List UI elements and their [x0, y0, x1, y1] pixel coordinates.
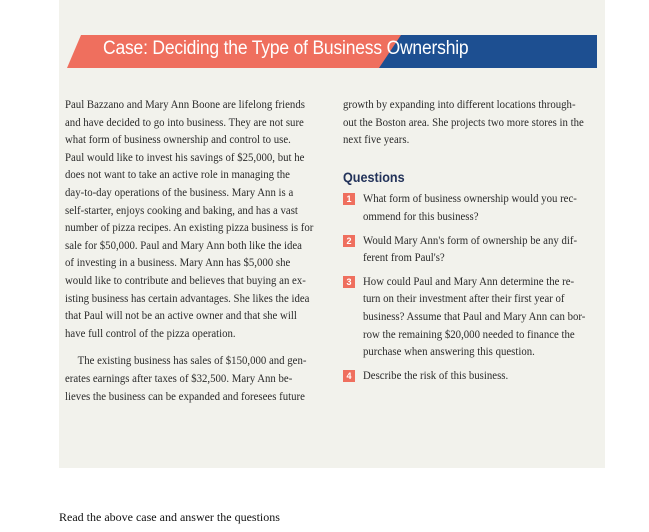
text-line: The existing business has sales of $150,000 and gen-	[77, 353, 307, 368]
question-number-badge: 1	[343, 193, 355, 205]
text-line: growth by expanding into different locations through-	[343, 97, 576, 111]
text-line: Paul Bazzano and Mary Ann Boone are lifelong friends	[65, 97, 305, 111]
question-number-badge: 2	[343, 235, 355, 247]
text-line: isting business has certain advantages. She likes the idea	[65, 290, 310, 305]
case-body-right	[343, 96, 599, 390]
text-line: lieves the business can be expanded and foresees future	[65, 388, 305, 403]
question-text-line: Describe the risk of this business.	[363, 367, 509, 382]
question-text-line: What form of business ownership would you rec-	[363, 191, 577, 206]
text-line: number of pizza recipes. An existing pizza business is for	[65, 220, 314, 235]
instruction-text: Read the above case and answer the questions	[59, 510, 280, 524]
text-line: next five years.	[343, 132, 410, 147]
case-card	[59, 0, 605, 468]
question-text-line: purchase when answering this question.	[363, 344, 535, 359]
text-line: sale for $50,000. Paul and Mary Ann both like the idea	[65, 237, 302, 252]
text-line: day-to-day operations of the business. Mary Ann is a	[65, 184, 294, 199]
text-line: have full control of the pizza operation.	[65, 325, 236, 340]
question-text-line: How could Paul and Mary Ann determine the re-	[363, 273, 575, 288]
text-line: out the Boston area. She projects two more stores in the	[343, 114, 584, 129]
question-number-badge: 4	[343, 370, 355, 382]
question-item	[343, 273, 599, 361]
question-text-line: ferent from Paul's?	[363, 250, 445, 265]
text-line: that Paul will not be an active owner and that she will	[65, 308, 297, 323]
text-line: and have decided to go into business. They are not sure	[65, 114, 304, 129]
text-line: what form of business ownership and control to use.	[65, 132, 291, 147]
question-text-line: business? Assume that Paul and Mary Ann can bor-	[363, 308, 586, 323]
text-line: erates earnings after taxes of $32,500. Mary Ann be-	[65, 370, 293, 385]
case-body-left	[65, 96, 317, 405]
case-paragraph-2	[65, 352, 317, 405]
question-text-line: row the remaining $20,000 needed to finance the	[363, 326, 575, 341]
question-text-line: turn on their investment after their first year of	[363, 291, 565, 306]
case-paragraph-1	[65, 96, 317, 342]
questions-heading: Questions	[343, 168, 405, 185]
question-item	[343, 190, 599, 225]
question-text-line: ommend for this business?	[363, 208, 479, 223]
text-line: of investing in a business. Mary Ann has $5,000 she	[65, 255, 291, 270]
case-title: Case: Deciding the Type of Business Ownership	[103, 38, 469, 59]
case-banner	[67, 35, 597, 68]
question-number-badge: 3	[343, 276, 355, 288]
question-item	[343, 232, 599, 267]
text-line: would like to contribute and believes that buying an ex-	[65, 272, 306, 287]
question-text-line: Would Mary Ann's form of ownership be any dif-	[363, 232, 578, 247]
text-line: Paul would like to invest his savings of $25,000, but he	[65, 149, 305, 164]
text-line: does not want to take an active role in managing the	[65, 167, 290, 182]
case-paragraph-continued	[343, 96, 599, 149]
question-item	[343, 367, 599, 385]
text-line: self-starter, enjoys cooking and baking, and has a vast	[65, 202, 298, 217]
